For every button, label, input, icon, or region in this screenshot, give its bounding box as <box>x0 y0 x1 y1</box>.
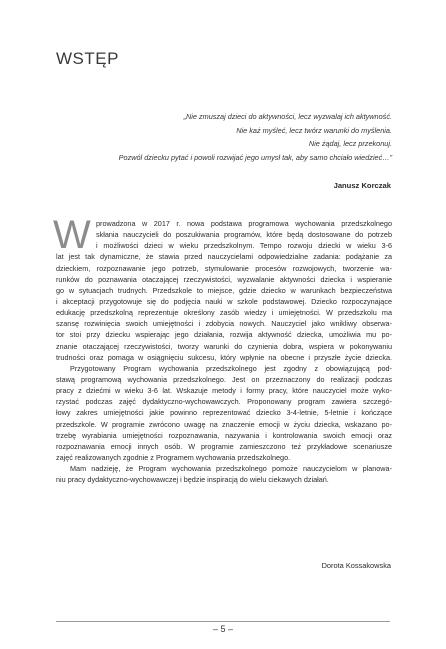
quote-line: Nie żądaj, lecz przekonuj. <box>308 139 392 149</box>
body-line: pracy z dziećmi w wieku 3-6 lat. Wskazuje metody i formy pracy, które nauczyciel może wyko- <box>56 386 392 396</box>
body-line: przedszkole. W programie zwrócono uwagę na znaczenie emocji w życiu dziecka, wskazano po- <box>56 419 392 429</box>
body-line: łowy zakres umiejętności jakie powinno reprezentować dziecko 3-4-letnie, 5-letnie i kończące <box>56 408 392 418</box>
footer-divider <box>56 621 390 622</box>
body-line: skłania nauczycieli do poszukiwania programów, które będą dostosowane do potrzeb <box>96 230 392 240</box>
signature: Dorota Kossakowska <box>321 561 391 570</box>
body-line: trudności oraz pomaga w osiągnięciu sukcesu, który wpłynie na obecne i przyszłe życie dziecka. <box>56 352 392 362</box>
quote-line: Nie każ myśleć, lecz twórz warunki do myślenia. <box>236 125 392 135</box>
body-line: prowadzona w 2017 r. nowa podstawa programowa wychowania przedszkolnego <box>96 219 392 228</box>
body-line: Mam nadzieję, że Program wychowania przedszkolnego pomoże nauczycielom w planowa- <box>70 464 392 474</box>
body-line: runków do poznawania otaczającej rzeczywistości, wyzwalanie aktywności dziecka i wspieranie <box>56 274 392 284</box>
page-number: – 5 – <box>212 624 234 634</box>
body-line: szansę rozwinięcia swoich umiejętności i zdobycia nowych. Nauczyciel jako wnikliwy obserwa- <box>56 319 392 329</box>
drop-cap: W <box>53 213 91 257</box>
body-line: rzystać podczas zajęć dydaktyczno-wychowawczych. Proponowany program zawiera szczegó- <box>56 397 392 407</box>
body-line: trzebę wyrabiania umiejętności rozpoznawania, nazywania i kontrolowania swoich emocji oraz <box>56 430 392 440</box>
body-line: i możliwości dzieci w wieku przedszkolnym. Tempo rozwoju dziecki w wieku 3-6 <box>96 241 392 251</box>
quote-line: Pozwól dziecku pytać i powoli rozwijać jego umysł tak, aby samo chciało wiedzieć…” <box>118 152 392 162</box>
body-line: stawą programową wychowania przedszkolnego. Jest on przeznaczony do realizacji podczas <box>56 374 392 384</box>
body-line: zajęć realizowanych zgodnie z Programem wychowania przedszkolnego. <box>56 452 291 462</box>
body-line: znanie otaczającej rzeczywistości, tworzy warunki do czynienia dobra, wspiera w pokonywaniu <box>56 341 392 351</box>
body-line: go w sytuacjach trudnych. Przedszkole to miejsce, gdzie dziecko w warunkach bezpieczeństwa <box>56 285 392 295</box>
body-line: lat jest tak dynamiczne, że stawia przed nauczycielami odpowiedzialne zadania: podążanie za <box>56 252 392 262</box>
body-line: Przygotowany Program wychowania przedszkolnego jest zgodny z obowiązującą pod- <box>70 363 392 373</box>
body-line: i akceptacji przygotowuje się do podjęcia nauki w szkole podstawowej. Dziecko rozpoczynające <box>56 296 392 306</box>
quote-author: Janusz Korczak <box>333 181 391 190</box>
body-line: tor stoi przy dziecku wspierając jego działania, rozwija aktywność dziecka, umożliwia mu po- <box>56 330 392 340</box>
body-line: dzieckiem, rozpoznawanie jego potrzeb, stymulowanie procesów rozwojowych, tworzenie wa- <box>56 263 392 273</box>
page-heading: WSTĘP <box>56 49 119 68</box>
quote-line: „Nie zmuszaj dzieci do aktywności, lecz wyzwalaj ich aktywność. <box>183 112 392 121</box>
epigraph-quote <box>52 110 392 164</box>
body-line: rozpoznawania emocji innych osób. W programie zamieszczono też przykładowe scenariusze <box>56 441 392 451</box>
body-line: edukację przedszkolną reprezentuje określony zasób wiedzy i umiejętności. W przedszkolu ma <box>56 308 392 318</box>
body-line: niu pracy dydaktyczno-wychowawczej i będzie inspiracją do wielu ciekawych działań. <box>56 475 329 485</box>
body-text <box>53 213 392 485</box>
